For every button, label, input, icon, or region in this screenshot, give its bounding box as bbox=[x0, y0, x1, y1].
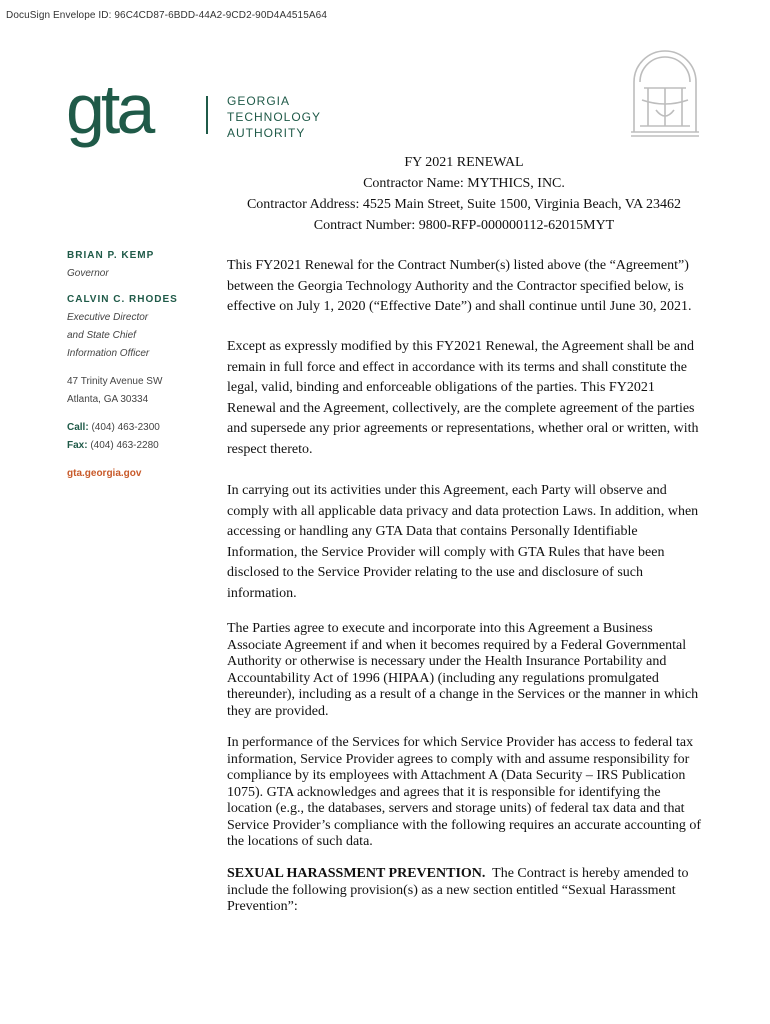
letterhead-sidebar bbox=[67, 247, 217, 483]
text-line: include the following provision(s) as a new section entitled “Sexual Harassment bbox=[227, 882, 676, 898]
text-line: disclosed to the Service Provider relating to the use and disclosure of such bbox=[227, 565, 644, 580]
text-line: In carrying out its activities under this Agreement, each Party will observe and bbox=[227, 483, 667, 498]
text-line: 1075). GTA acknowledges and agrees that it is responsible for identifying the bbox=[227, 784, 661, 800]
text-line bbox=[227, 866, 705, 883]
contractor-name: Contractor Name: MYTHICS, INC. bbox=[363, 176, 565, 191]
text-line: This FY2021 Renewal for the Contract Number(s) listed above (the “Agreement”) bbox=[227, 258, 689, 273]
fax-label: Fax: bbox=[67, 440, 88, 451]
paragraph-renewal bbox=[227, 256, 705, 318]
text-line: the locations of such data. bbox=[227, 834, 373, 849]
text-line: information, Service Provider agrees to comply with and assume responsibility for bbox=[227, 751, 690, 767]
text-line: remain in full force and effect in accordance with its terms and shall constitute the bbox=[227, 359, 688, 375]
director-title-line: Information Officer bbox=[67, 348, 150, 359]
text-line: and supersede any prior agreements or representations, whether oral or written, with bbox=[227, 421, 699, 436]
contract-header bbox=[226, 152, 702, 236]
logo-line: GEORGIA bbox=[227, 94, 291, 108]
text-line: The Parties agree to execute and incorporate into this Agreement a Business bbox=[227, 621, 653, 636]
address-line: 47 Trinity Avenue SW bbox=[67, 376, 163, 387]
governor-title: Governor bbox=[67, 268, 109, 279]
text-line: information. bbox=[227, 585, 297, 601]
text-line: Service Provider’s compliance with the following requires an accurate accounting of bbox=[227, 817, 702, 833]
text-line: Prevention”: bbox=[227, 899, 298, 914]
contractor-address: Contractor Address: 4525 Main Street, Suite 1500, Virginia Beach, VA 23462 bbox=[246, 197, 682, 212]
renewal-title: FY 2021 RENEWAL bbox=[404, 155, 524, 170]
governor-name: BRIAN P. KEMP bbox=[67, 250, 155, 261]
text-line: Associate Agreement if and when it becomes required by a Federal Governmental bbox=[227, 637, 687, 653]
text-line: respect thereto. bbox=[227, 441, 313, 457]
logo-line: TECHNOLOGY bbox=[227, 110, 322, 124]
fax-line bbox=[67, 437, 217, 455]
paragraph-federal-tax bbox=[227, 735, 705, 851]
director-title-line: Executive Director bbox=[67, 312, 149, 323]
text-line: In performance of the Services for which Service Provider has access to federal tax bbox=[227, 735, 694, 750]
logo-line: AUTHORITY bbox=[227, 126, 306, 140]
text-line: comply with all applicable data privacy and data protection Laws. In addition, when bbox=[227, 503, 699, 519]
text-line: thereunder), including as a result of a change in the Services or the manner in which bbox=[227, 687, 699, 702]
paragraph-sexual-harassment bbox=[227, 866, 705, 916]
paragraph-modification bbox=[227, 337, 705, 460]
text-line: location (e.g., the databases, servers and storage units) of federal tax data and that bbox=[227, 801, 685, 816]
text-line: Renewal and the Agreement, collectively, are the complete agreement of the parties bbox=[227, 400, 695, 416]
text-line: they are provided. bbox=[227, 703, 329, 719]
text-line: compliance by its employees with Attachment A (Data Security – IRS Publication bbox=[227, 768, 686, 783]
text-line: effective on July 1, 2020 (“Effective Date”) and shall continue until June 30, 2021. bbox=[227, 299, 692, 314]
address-line: Atlanta, GA 30334 bbox=[67, 394, 149, 405]
fax-number: (404) 463-2280 bbox=[87, 440, 159, 451]
contract-number: Contract Number: 9800-RFP-000000112-62015MYT bbox=[313, 218, 615, 233]
text-line: Authority or otherwise is necessary under the Health Insurance Portability and bbox=[227, 654, 667, 669]
text-line: accessing or handling any GTA Data that contains Personally Identifiable bbox=[227, 524, 638, 539]
text-line: Except as expressly modified by this FY2021 Renewal, the Agreement shall be and bbox=[227, 339, 694, 354]
call-number: (404) 463-2300 bbox=[88, 422, 160, 433]
call-label: Call: bbox=[67, 422, 89, 433]
section-heading: SEXUAL HARASSMENT PREVENTION. bbox=[227, 866, 486, 881]
director-name: CALVIN C. RHODES bbox=[67, 294, 178, 305]
gta-logo bbox=[66, 70, 336, 154]
paragraph-hipaa bbox=[227, 621, 705, 720]
website-link[interactable]: gta.georgia.gov bbox=[67, 468, 142, 479]
georgia-seal-icon bbox=[626, 48, 704, 140]
text-line: Information, the Service Provider will comply with GTA Rules that have been bbox=[227, 544, 665, 560]
text-run: The Contract is hereby amended to bbox=[485, 866, 689, 881]
paragraph-data-privacy bbox=[227, 481, 705, 604]
text-line: legal, valid, binding and enforceable obligations of the parties. This FY2021 bbox=[227, 380, 655, 395]
text-line: between the Georgia Technology Authority and the Contractor specified below, is bbox=[227, 278, 684, 294]
logo-divider bbox=[206, 96, 208, 134]
logo-wordmark: gta bbox=[66, 70, 152, 148]
director-title-line: and State Chief bbox=[67, 330, 136, 341]
phone-line bbox=[67, 419, 217, 437]
logo-agency-name bbox=[227, 93, 321, 141]
docusign-envelope-id: DocuSign Envelope ID: 96C4CD87-6BDD-44A2-9CD2-90D4A4515A64 bbox=[6, 10, 327, 21]
text-line: Accountability Act of 1996 (HIPAA) (including any regulations promulgated bbox=[227, 670, 659, 686]
